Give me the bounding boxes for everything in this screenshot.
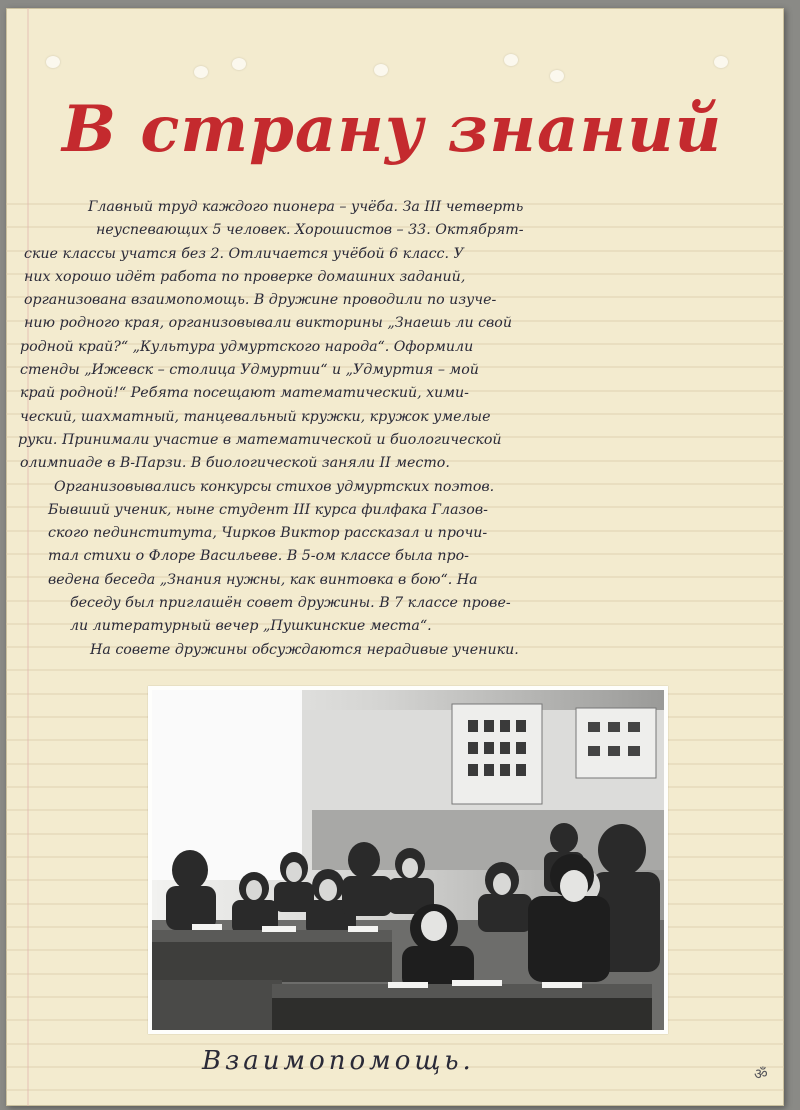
text-line: нию родного края, организовывали викторины „Знаешь ли свой (24, 315, 512, 332)
text-line: На совете дружины обсуждаются нерадивые ученики. (90, 641, 519, 658)
photo-caption: Взаимопомощь. (202, 1046, 475, 1076)
binder-hole (374, 64, 388, 76)
album-page (6, 8, 784, 1106)
corner-mark: ॐ (754, 1065, 768, 1083)
text-line: Организовывались конкурсы стихов удмуртских поэтов. (54, 478, 495, 495)
text-line: ские классы учатся без 2. Отличается учёбой 6 класс. У (24, 245, 464, 262)
binder-hole (550, 70, 564, 82)
handwritten-report (18, 196, 782, 662)
text-line: Главный труд каждого пионера – учёба. За III четверть (88, 199, 524, 215)
text-line: ли литературный вечер „Пушкинские места“. (70, 618, 432, 635)
binder-hole (504, 54, 518, 66)
text-line: олимпиаде в В-Парзи. В биологической заняли II место. (20, 455, 450, 472)
binder-hole (232, 58, 246, 70)
text-line: неуспевающих 5 человек. Хорошистов – 33. Октябрят- (96, 222, 524, 239)
text-line: ского пединститута, Чирков Виктор рассказал и прочи- (48, 525, 488, 542)
text-line: ческий, шахматный, танцевальный кружки, кружок умелые (20, 408, 491, 425)
text-line: руки. Принимали участие в математической и биологической (18, 431, 502, 448)
text-line: организована взаимопомощь. В дружине проводили по изуче- (24, 292, 497, 309)
text-line: Бывший ученик, ныне студент III курса филфака Глазов- (48, 501, 488, 518)
text-line: беседу был приглашён совет дружины. В 7 классе провe- (70, 595, 511, 612)
text-line: стенды „Ижевск – столица Удмуртии“ и „Удмуртия – мой (20, 362, 479, 379)
text-line: ведена беседа „Знания нужны, как винтовка в бою“. На (48, 571, 478, 588)
text-line: край родной!“ Ребята посещают математический, хими- (20, 385, 469, 402)
binder-hole (194, 66, 208, 78)
text-line: тал стихи о Флоре Васильеве. В 5-ом классе была про- (48, 548, 469, 565)
text-line: них хорошо идёт работа по проверке домашних заданий, (24, 268, 466, 285)
binder-hole (46, 56, 60, 68)
page-title: В страну знаний (62, 92, 723, 167)
text-line: родной край?“ „Культура удмуртского народа“. Оформили (20, 338, 474, 355)
classroom-photo (148, 686, 668, 1034)
binder-hole (714, 56, 728, 68)
classroom-photo-icon (152, 690, 664, 1030)
